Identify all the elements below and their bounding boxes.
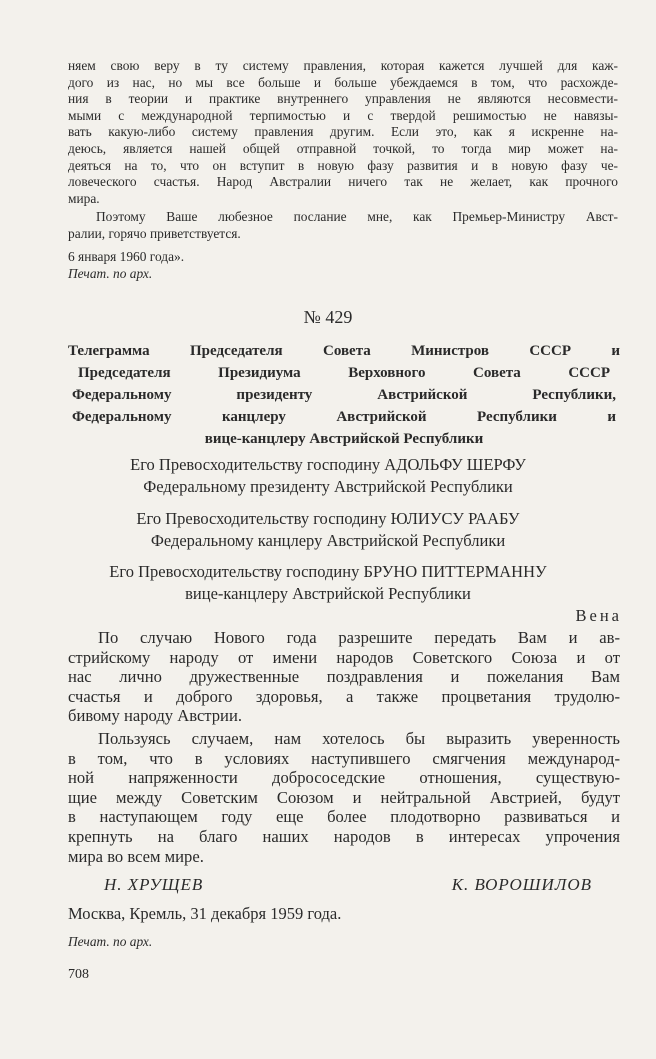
text-line: нас лично дружественные поздравления и пожелания Вам [68,667,620,687]
addressee-title: Федеральному канцлеру Австрийской Республики [150,531,506,550]
telegram-paragraph-2 [68,729,620,866]
previous-letter-source: Печат. по арх. [68,266,153,281]
title-line: Телеграмма Председателя Совета Министров СССР и [68,343,620,359]
addressee-3 [0,561,656,605]
text-line: няем свою веру в ту систему правления, которая кажется лучшей для каж- [68,58,618,73]
document-source: Печат. по арх. [68,934,153,949]
title-line: Председателя Президиума Верховного Совета СССР [78,365,610,381]
text-line: бивому народу Австрии. [68,706,242,726]
title-line: Федеральному канцлеру Австрийской Республики и [72,409,616,425]
addressee-title: вице-канцлеру Австрийской Республики [185,584,471,603]
signature-khrushchev: Н. ХРУЩЕВ [104,875,204,894]
previous-letter-paragraph-1 [68,58,618,207]
text-line: мыми с международной терпимостью и с твердой решимостью не навязы- [68,107,618,123]
page-number: 708 [68,967,89,982]
text-line: мира во всем мире. [68,846,204,866]
text-line: Пользуясь случаем, нам хотелось бы выразить уверенность [98,729,620,748]
text-line: вать какую-либо систему правления другим. Если это, как я искренне на- [68,124,618,140]
addressee-name: Его Превосходительству господину ЮЛИУСУ РААБУ [136,509,520,528]
addressee-name: Его Превосходительству господину АДОЛЬФУ ШЕРФУ [130,455,526,474]
addressee-1 [0,454,656,498]
text-line: в наступающем году еще более плодотворно развиваться и [68,807,620,827]
addressee-title: Федеральному президенту Австрийской Республики [143,477,513,496]
addressee-name: Его Превосходительству господину БРУНО ПИТТЕРМАННУ [109,562,547,581]
telegram-paragraph-1 [68,628,620,726]
text-line: крепнуть на благо наших народов в интересах упрочения [68,826,620,846]
place-date: Москва, Кремль, 31 декабря 1959 года. [68,904,342,923]
text-line: счастья и доброго здоровья, а также процветания трудолю- [68,686,620,706]
title-line: вице-канцлеру Австрийской Республики [204,431,484,447]
text-line: дого из нас, но мы все больше и больше убеждаемся в том, что расхожде- [68,74,618,90]
previous-letter-date: 6 января 1960 года». [68,249,185,264]
text-line: ной напряженности добрососедские отношения, существую- [68,768,620,788]
text-line: стрийскому народу от имени народов Советского Союза и от [68,647,620,667]
addressee-2 [0,508,656,552]
city: Вена [575,606,622,625]
text-line: ралии, горячо приветствуется. [68,225,241,241]
previous-letter-paragraph-2 [68,209,618,242]
document-title [68,340,620,450]
signature-voroshilov: К. ВОРОШИЛОВ [451,875,592,894]
text-line: По случаю Нового года разрешите передать Вам и ав- [98,628,620,647]
text-line: Поэтому Ваше любезное послание мне, как Премьер-Министру Авст- [96,209,618,224]
text-line: ния в теории и практике внутреннего управления не являются несовмести- [68,91,618,107]
text-line: мира. [68,190,100,206]
title-line: Федеральному президенту Австрийской Республики, [72,387,616,403]
text-line: деяться на то, что он вступит в новую фазу развития и в новую фазу че- [68,157,618,173]
text-line: ловеческого счастья. Народ Австралии ничего так не желает, как прочного [68,174,618,190]
document-number: № 429 [303,307,353,327]
text-line: деюсь, является нашей общей отправной точкой, то тогда мир может на- [68,140,618,156]
text-line: щие между Советским Союзом и нейтральной Австрией, будут [68,787,620,807]
text-line: в том, что в условиях наступившего смягчения международ- [68,748,620,768]
